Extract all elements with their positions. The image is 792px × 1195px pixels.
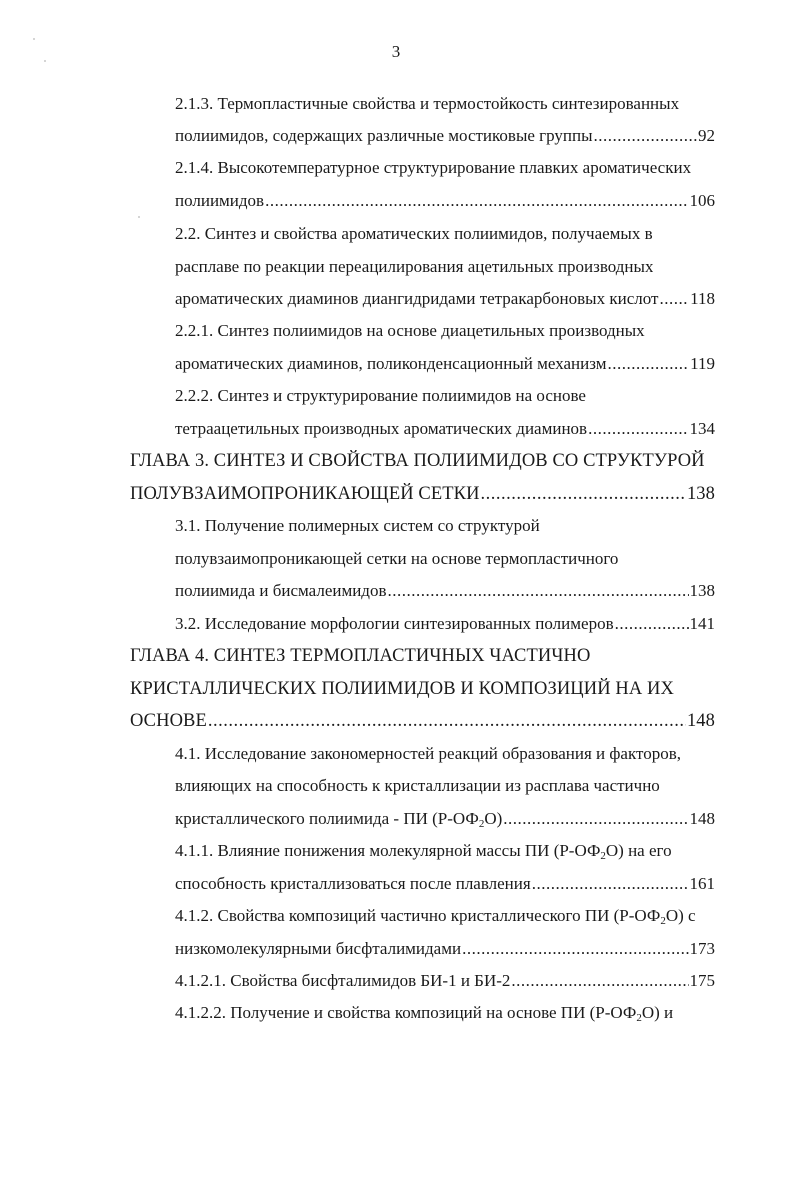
toc-entry-3-1-line-1: 3.1. Получение полимерных систем со структурой	[175, 516, 540, 535]
scan-speck	[138, 216, 140, 218]
toc-entry-2-1-3-line-1: 2.1.3. Термопластичные свойства и термостойкость синтезированных	[175, 94, 680, 113]
page-ref: 134	[689, 419, 715, 438]
toc-entry-2-1-3-line-2: полиимидов, содержащих различные мостиковые группы ..... 92	[175, 125, 715, 147]
toc-entry-2-2-2-line-2: тетраацетильных производных ароматических диаминов ..... 134	[175, 418, 715, 440]
toc-entry-3-1-line-3: полиимида и бисмалеимидов ..... 138	[175, 580, 715, 602]
scan-speck	[33, 38, 35, 40]
toc-entry-2-2-2-line-1: 2.2.2. Синтез и структурирование полиимидов на основе	[175, 386, 586, 405]
scan-speck	[44, 60, 46, 62]
dot-leader	[615, 613, 689, 635]
chapter-3-heading-line-1: ГЛАВА 3. СИНТЕЗ И СВОЙСТВА ПОЛИИМИДОВ СО СТРУКТУРОЙ	[130, 451, 705, 471]
chapter-4-heading-line-1: ГЛАВА 4. СИНТЕЗ ТЕРМОПЛАСТИЧНЫХ ЧАСТИЧНО	[130, 646, 591, 666]
toc-entry-2-2-line-2: расплаве по реакции переацилирования ацетильных производных	[175, 257, 654, 276]
toc-entry-3-1-line-2: полувзаимопроникающей сетки на основе термопластичного	[175, 549, 619, 568]
page-ref: 148	[689, 809, 715, 828]
toc-entry-2-2-1-line-1: 2.2.1. Синтез полиимидов на основе диацетильных производных	[175, 321, 645, 340]
toc-entry-4-1-2-line-2: низкомолекулярными бисфталимидами ..... 173	[175, 938, 715, 960]
toc-entry-4-1-2-2-line-1: 4.1.2.2. Получение и свойства композиций на основе ПИ $(Р-ОФ_2О)$ и	[175, 1003, 674, 1024]
chapter-4-heading-line-2: КРИСТАЛЛИЧЕСКИХ ПОЛИИМИДОВ И КОМПОЗИЦИЙ НА ИХ	[130, 679, 674, 699]
dot-leader	[511, 970, 688, 992]
page-ref: 106	[689, 191, 715, 210]
page-ref: 138	[689, 581, 715, 600]
dot-leader	[503, 808, 688, 830]
dot-leader	[388, 580, 689, 602]
page-ref: 173	[689, 939, 715, 958]
toc-entry-4-1-2-1: 4.1.2.1. Свойства бисфталимидов БИ-1 и БИ-2 ..... 175	[175, 970, 715, 992]
page-ref: 161	[689, 874, 715, 893]
toc-entry-2-1-4-line-1: 2.1.4. Высокотемпературное структурирование плавких ароматических	[175, 158, 692, 177]
toc-entry-4-1-1-line-1: 4.1.1. Влияние понижения молекулярной массы ПИ $(Р-ОФ_2О)$ на его	[175, 841, 672, 862]
dot-leader	[659, 288, 689, 310]
toc-entry-4-1-line-2: влияющих на способность к кристаллизации из расплава частично	[175, 776, 660, 795]
dot-leader	[265, 190, 688, 212]
dot-leader	[462, 938, 688, 960]
page-ref: 175	[689, 971, 715, 990]
toc-entry-2-2-1-line-2: ароматических диаминов, поликонденсационный механизм ..... 119	[175, 353, 715, 375]
page-ref: 141	[689, 614, 715, 633]
dot-leader	[481, 483, 686, 505]
page-ref: 138	[686, 484, 715, 504]
toc-entry-2-2-line-3: ароматических диаминов диангидридами тетракарбоновых кислот ..... 118	[175, 288, 715, 310]
dot-leader	[588, 418, 688, 440]
dot-leader	[594, 125, 697, 147]
page-ref: 118	[690, 289, 715, 308]
toc-entry-2-2-line-1: 2.2. Синтез и свойства ароматических полиимидов, получаемых в	[175, 224, 653, 243]
dot-leader	[208, 710, 686, 732]
chapter-3-heading-line-2: ПОЛУВЗАИМОПРОНИКАЮЩЕЙ СЕТКИ ..... 138	[130, 483, 715, 505]
chapter-4-heading-line-3: ОСНОВЕ ..... 148	[130, 710, 715, 732]
dot-leader	[607, 353, 689, 375]
page-ref: 119	[690, 354, 715, 373]
toc-entry-4-1-1-line-2: способность кристаллизоваться после плавления ..... 161	[175, 873, 715, 895]
page-ref: 148	[686, 711, 715, 731]
toc-entry-2-1-4-line-2: полиимидов ..... 106	[175, 190, 715, 212]
dot-leader	[532, 873, 689, 895]
toc-entry-4-1-line-3: кристаллического полиимида - ПИ $(Р-ОФ_2О)$ ..... 148	[175, 808, 715, 830]
toc-entry-3-2: 3.2. Исследование морфологии синтезированных полимеров ..... 141	[175, 613, 715, 635]
page-number: 3	[391, 42, 401, 61]
toc-entry-4-1-line-1: 4.1. Исследование закономерностей реакций образования и факторов,	[175, 744, 681, 763]
toc-entry-4-1-2-line-1: 4.1.2. Свойства композиций частично кристаллического ПИ $(Р-ОФ_2О)$ с	[175, 906, 696, 927]
page-ref: 92	[698, 126, 715, 145]
